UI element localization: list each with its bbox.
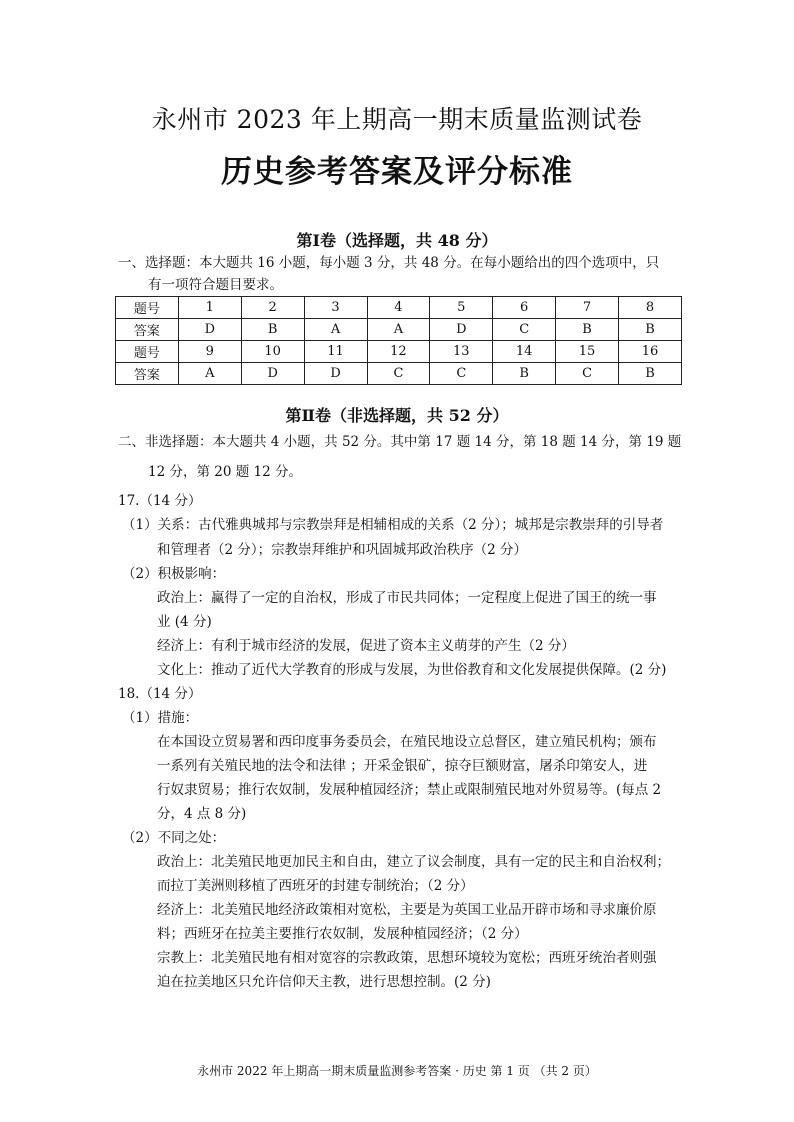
answer-cell: A <box>178 363 241 385</box>
q18-heading: 18.（14 分） <box>118 686 202 702</box>
answer-cell: A <box>304 319 367 341</box>
q17-culture: 文化上：推动了近代大学教育的形成与发展，为世俗教育和文化发展提供保障。(2 分) <box>157 662 667 678</box>
answer-cell: C <box>367 363 430 385</box>
q18-religion-line1: 宗教上：北美殖民地有相对宽容的宗教政策，思想环境较为宽松；西班牙统治者则强 <box>157 950 657 966</box>
answer-cell: B <box>493 363 556 385</box>
q17-part1-line2: 和管理者（2 分）；宗教崇拜维护和巩固城邦政治秩序（2 分） <box>157 542 528 558</box>
q17-heading: 17.（14 分） <box>118 493 202 509</box>
page-footer: 永州市 2022 年上期高一期末质量监测参考答案 · 历史 第 1 页 （共 2 页） <box>197 1064 597 1078</box>
part1-intro-line1: 一、选择题：本大题共 16 小题，每小题 3 分，共 48 分。在每小题给出的四个选项中，只 <box>118 255 660 271</box>
question-number: 16 <box>619 341 682 363</box>
question-number: 10 <box>241 341 304 363</box>
answer-key-title: 历史参考答案及评分标准 <box>221 154 573 190</box>
answer-cell: D <box>430 319 493 341</box>
part2-heading: 第Ⅱ卷（非选择题，共 52 分） <box>285 406 509 425</box>
part2-intro-line2: 12 分，第 20 题 12 分。 <box>148 464 302 480</box>
answer-cell: C <box>493 319 556 341</box>
q18-politics-line1: 政治上：北美殖民地更加民主和自由，建立了议会制度，具有一定的民主和自治权利； <box>157 854 670 870</box>
question-number: 4 <box>367 297 430 319</box>
question-number: 9 <box>178 341 241 363</box>
answer-cell: D <box>304 363 367 385</box>
table-label-question: 题号 <box>116 341 179 363</box>
table-label-answer: 答案 <box>116 319 179 341</box>
answer-cell: B <box>619 319 682 341</box>
answer-cell: D <box>241 363 304 385</box>
question-number: 2 <box>241 297 304 319</box>
table-label-question: 题号 <box>116 297 179 319</box>
question-number: 13 <box>430 341 493 363</box>
part1-heading: 第Ⅰ卷（选择题，共 48 分） <box>296 231 498 250</box>
answer-cell: D <box>178 319 241 341</box>
table-label-answer: 答案 <box>116 363 179 385</box>
answer-table <box>115 296 682 385</box>
exam-title: 永州市 2023 年上期高一期末质量监测试卷 <box>151 105 643 134</box>
question-number: 1 <box>178 297 241 319</box>
part2-intro-line1: 二、非选择题：本大题共 4 小题，共 52 分。其中第 17 题 14 分，第 18 题 14 分，第 19 题 <box>118 434 682 450</box>
answer-cell: C <box>556 363 619 385</box>
q17-part1-line1: （1）关系：古代雅典城邦与宗教崇拜是相辅相成的关系（2 分）；城邦是宗教崇拜的引导者 <box>122 517 664 533</box>
question-number: 3 <box>304 297 367 319</box>
q18-politics-line2: 而拉丁美洲则移植了西班牙的封建专制统治；（2 分） <box>157 878 474 894</box>
q18-part1-line4: 分，4 点 8 分) <box>157 806 247 822</box>
table-row <box>116 297 682 319</box>
question-number: 7 <box>556 297 619 319</box>
q18-religion-line2: 迫在拉美地区只允许信仰天主教，进行思想控制。(2 分) <box>157 974 491 990</box>
answer-cell: C <box>430 363 493 385</box>
q18-part1-line1: 在本国设立贸易署和西印度事务委员会，在殖民地设立总督区，建立殖民机构；颁布 <box>157 734 657 750</box>
q18-part1-heading: （1）措施： <box>122 710 199 726</box>
q18-part2-heading: （2）不同之处： <box>122 830 226 846</box>
part1-intro-line2: 有一项符合题目要求。 <box>148 277 283 293</box>
question-number: 8 <box>619 297 682 319</box>
question-number: 5 <box>430 297 493 319</box>
question-number: 14 <box>493 341 556 363</box>
table-row <box>116 363 682 385</box>
answer-cell: B <box>556 319 619 341</box>
answer-cell: B <box>619 363 682 385</box>
question-number: 11 <box>304 341 367 363</box>
answer-cell: B <box>241 319 304 341</box>
q17-economy: 经济上：有利于城市经济的发展，促进了资本主义萌芽的产生（2 分） <box>157 638 575 654</box>
q18-economy-line1: 经济上：北美殖民地经济政策相对宽松，主要是为英国工业品开辟市场和寻求廉价原 <box>157 902 657 918</box>
q17-politics-line2: 业 (4 分) <box>157 614 212 630</box>
question-number: 6 <box>493 297 556 319</box>
answer-cell: A <box>367 319 430 341</box>
question-number: 15 <box>556 341 619 363</box>
q18-part1-line3: 行奴隶贸易；推行农奴制，发展种植园经济；禁止或限制殖民地对外贸易等。(每点 2 <box>157 782 662 798</box>
question-number: 12 <box>367 341 430 363</box>
q18-economy-line2: 料；西班牙在拉美主要推行农奴制，发展种植园经济；（2 分） <box>157 926 528 942</box>
table-row <box>116 319 682 341</box>
q17-part2-heading: （2）积极影响： <box>122 566 226 582</box>
q17-politics-line1: 政治上：赢得了一定的自治权，形成了市民共同体；一定程度上促进了国王的统一事 <box>157 590 657 606</box>
table-row <box>116 341 682 363</box>
q18-part1-line2: 一系列有关殖民地的法令和法律 ；开采金银矿，掠夺巨额财富，屠杀印第安人，进 <box>157 758 648 774</box>
